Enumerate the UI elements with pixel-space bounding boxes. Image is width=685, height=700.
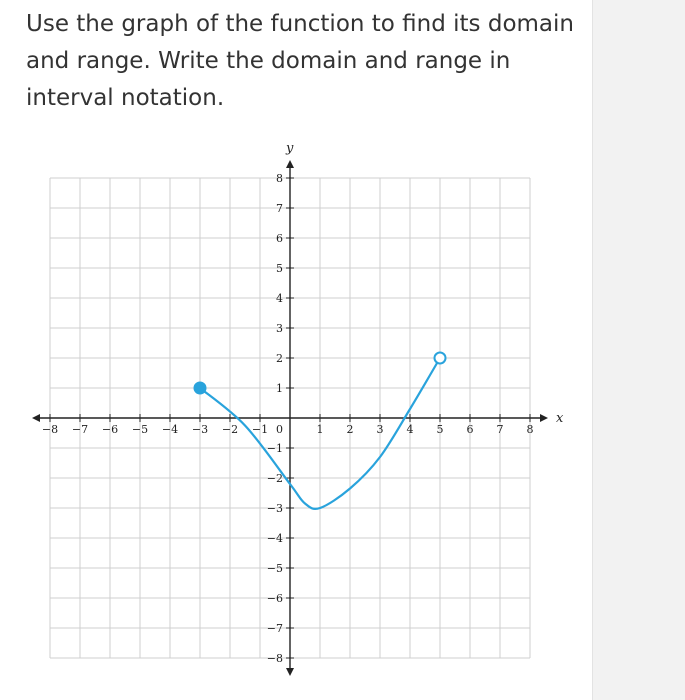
y-tick-label: 5 [276, 262, 283, 275]
y-tick-label: −2 [266, 472, 283, 485]
x-tick-label: −8 [41, 423, 59, 436]
x-tick-label: 7 [496, 423, 504, 436]
y-tick-label: −8 [266, 652, 283, 665]
closed-endpoint [195, 383, 206, 394]
x-tick-label: 5 [436, 423, 444, 436]
y-tick-label: −7 [266, 622, 283, 635]
y-axis-arrow-down [286, 668, 294, 676]
x-axis-arrow-right [540, 414, 548, 422]
x-tick-label: 1 [316, 423, 324, 436]
y-tick-label: −5 [266, 562, 283, 575]
question-text: Use the graph of the function to find its domain and range. Write the domain and range in interval notation. [26, 11, 574, 111]
y-tick-label: −6 [266, 592, 283, 605]
x-tick-label: −1 [251, 423, 269, 436]
y-tick-label: 6 [276, 232, 283, 245]
y-tick-label: −4 [266, 532, 283, 545]
origin-label: 0 [276, 423, 283, 436]
x-tick-label: −4 [161, 423, 179, 436]
y-tick-label: 1 [276, 382, 283, 395]
y-tick-label: −1 [266, 442, 283, 455]
x-tick-label: 3 [376, 423, 384, 436]
x-tick-label: −3 [191, 423, 209, 436]
y-axis-label: y [286, 141, 294, 156]
x-tick-label: 6 [466, 423, 474, 436]
x-tick-label: −2 [221, 423, 239, 436]
tick-labels [42, 141, 564, 665]
open-endpoint [435, 353, 446, 364]
y-tick-label: 7 [276, 202, 283, 215]
x-tick-label: −7 [71, 423, 89, 436]
x-tick-label: −6 [101, 423, 119, 436]
y-tick-label: −3 [266, 502, 283, 515]
axes [32, 160, 548, 676]
x-axis-arrow-left [32, 414, 40, 422]
x-tick-label: 8 [526, 423, 534, 436]
x-tick-label: −5 [131, 423, 149, 436]
x-tick-label: 2 [346, 423, 354, 436]
x-tick-label: 4 [406, 423, 414, 436]
y-tick-label: 2 [276, 352, 283, 365]
y-axis-arrow-up [286, 160, 294, 168]
y-tick-label: 8 [276, 172, 283, 185]
y-tick-label: 3 [276, 322, 283, 335]
x-axis-label: x [556, 411, 564, 426]
y-tick-label: 4 [276, 292, 283, 305]
